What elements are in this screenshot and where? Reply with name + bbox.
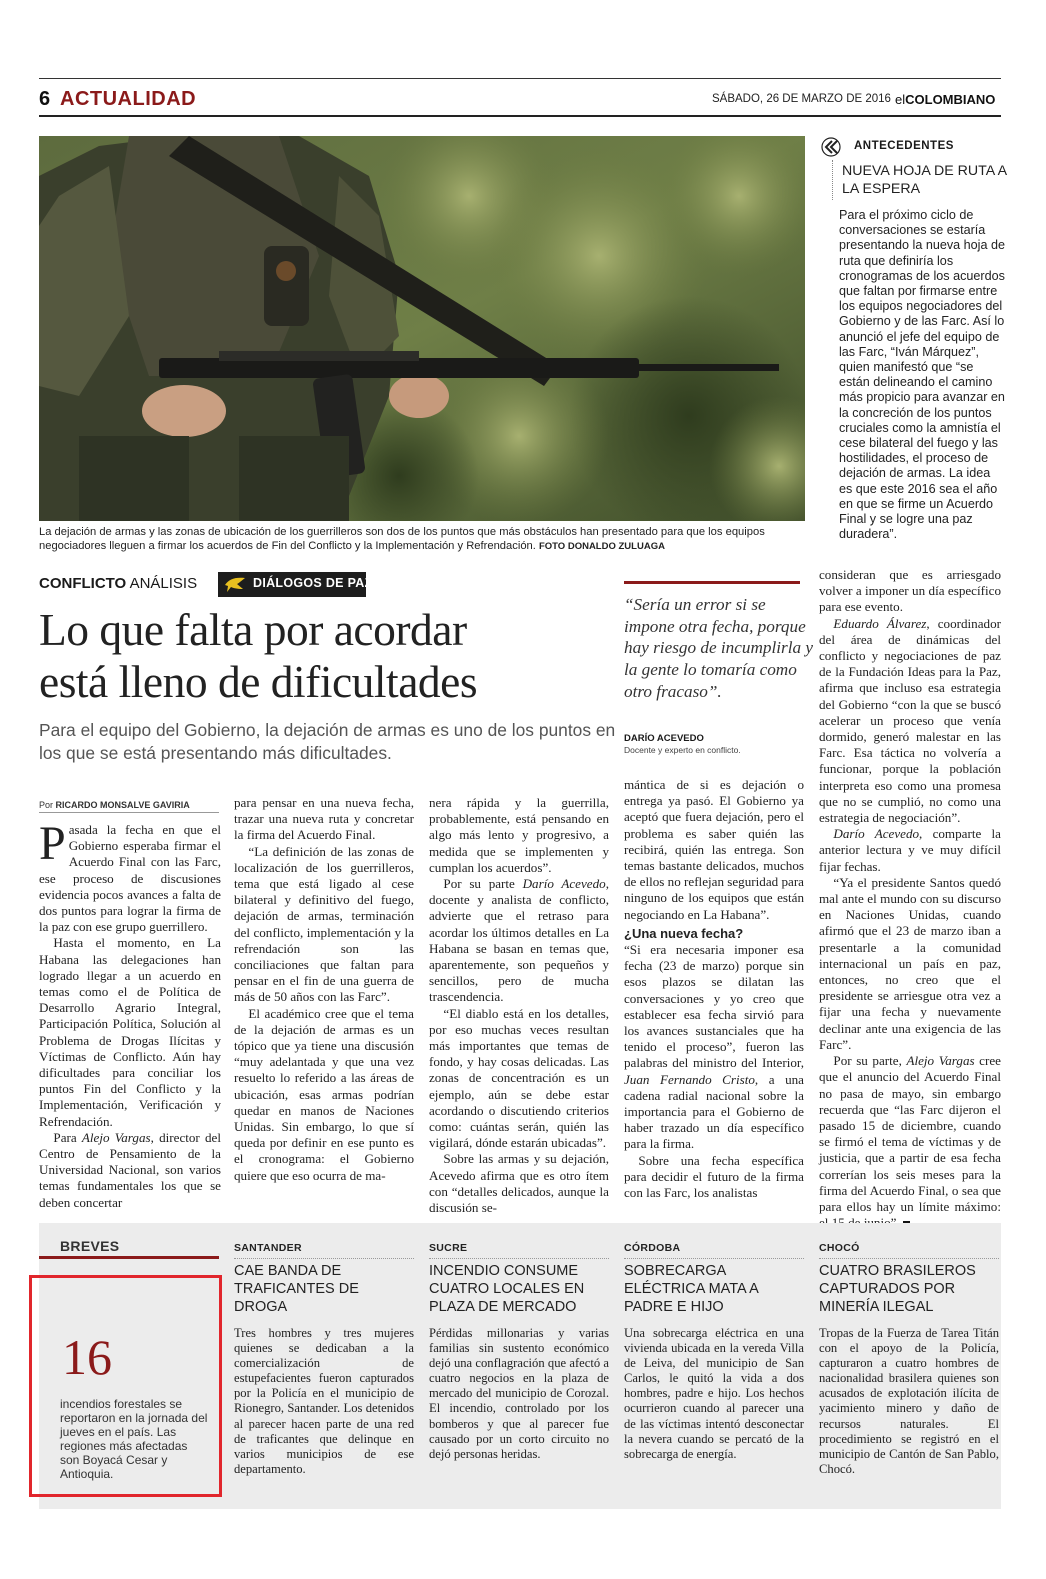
paragraph: consideran que es arriesgado volver a imponer un día específico para ese evento. [819, 567, 1001, 615]
briefs-rule [39, 1256, 219, 1259]
paragraph: “Ya el presidente Santos quedó mal ante el mundo con su discurso en Naciones Unidas, cuando afirmó que el 23 de marzo iban a presentarle a la comunidad internacional un país en paz, entonces, no creo que el presidente se arriesgue otra vez a fijar una fecha y nuevamente declinar ante una exigencia de las Farc”. [819, 874, 1001, 1052]
paragraph [819, 1053, 1001, 1231]
paragraph-text: , director del Centro de Pensamiento de la Universidad Nacional, son varios temas fundamentales los que se deben concertar [39, 1129, 221, 1210]
paragraph [819, 616, 1001, 827]
paragraph-text: , coordinador del área de dinámicas del conflicto y negociaciones de paz de la Fundación Ideas para la Paz, afirma que incluso esa estrategia del Gobierno “con la que se buscó acelerar un proceso que venía dormido, generó malestar en las Farc. Esa táctica no volvería a funcionar, porque la población interpreta eso como una promesa que no se cumplió, no como una estrategia de negociación”. [819, 615, 1001, 826]
brief-region: CHOCÓ [819, 1242, 860, 1254]
paragraph-text: Por su parte, [833, 1053, 907, 1069]
paragraph-text: asada la fecha en que el Gobierno esperaba firmar el Acuerdo Final con las Farc, ese proceso de discusiones evidencia pocos avances a falta de dos puntos para lograr la firma de la paz con ese grupo guerrillero. [39, 822, 221, 935]
byline-author: RICARDO MONSALVE GAVIRIA [55, 800, 190, 810]
sidebar-label: ANTECEDENTES [854, 140, 954, 152]
article-headline [39, 604, 629, 708]
issue-date: SÁBADO, 26 DE MARZO DE 2016 [712, 93, 891, 105]
paragraph: “El diablo está en los detalles, por eso muchas veces resultan más importantes que temas de fondo, y hay cosas delicadas. Las zonas de concentración es un ejemplo, aún se debe estar acordando o discutiendo criterios como: cuántas serán, quién las vigilará, dónde estarán ubicadas”. [429, 1005, 609, 1151]
section-name: ACTUALIDAD [60, 88, 197, 110]
header-rule [39, 115, 1001, 117]
paragraph [819, 826, 1001, 875]
sidebar-title: NUEVA HOJA DE RUTA A LA ESPERA [842, 163, 1007, 197]
paragraph-text: Para [53, 1129, 82, 1145]
paragraph [624, 942, 804, 1153]
paragraph-text: cree que el anuncio del Acuerdo Final no pasa de mayo, sin embargo recuerda que “las Farc dijeron el pasado 15 de diciembre, cuando se firmó el tema de víctimas y de justicia, que a partir de esa fecha correrían los seis meses para la firma del Acuerdo Final, o sea que para ellos hay un límite máximo: [819, 1053, 1001, 1214]
brief-region: CÓRDOBA [624, 1242, 681, 1254]
page-number: 6 [39, 88, 51, 110]
brief-body: Una sobrecarga eléctrica en una vivienda ubicada en la vereda Villa de Leiva, del municipio de San Carlos, le quitó la vida a dos hombres, padre e hijo. Los hechos ocurrieron cuando al parecer una de las víctimas intentó desconectar la nevera cuando se percató de la sobrecarga de energía. [624, 1326, 804, 1461]
person-name: Eduardo Álvarez [833, 615, 927, 631]
person-name: Alejo Vargas [906, 1053, 975, 1069]
lead-photo [39, 136, 805, 521]
brief-divider [234, 1258, 414, 1259]
brand-name: COLOMBIANO [905, 92, 996, 107]
stat-description: incendios forestales se reportaron en la jornada del jueves en el país. Las regiones más afectadas son Boyacá Cesar y Antioquia. [60, 1397, 208, 1481]
quote-author: DARÍO ACEVEDO [624, 733, 704, 744]
brief-region: SANTANDER [234, 1242, 302, 1254]
paragraph: “La definición de las zonas de localización de los guerrilleros, tema que está ligado al cese bilateral y definitivo del fuego, dejación de armas, terminación del conflicto, implementación y la refrendación son las conciliaciones que faltan para pensar en el fin de una guerra de más de 50 años con las Farc”. [234, 843, 414, 1005]
headline-line-1: Lo que falta por acordar [39, 604, 467, 655]
brief-title: SOBRECARGA ELÉCTRICA MATA A PADRE E HIJO [624, 1263, 759, 1315]
double-chevron-left-icon [820, 137, 844, 157]
quote-rule [624, 581, 800, 584]
brief-body: Pérdidas millonarias y varias familias sin sustento económico dejó una conflagración que afectó a cuatro negocios en la plaza de mercado del municipio de Corozal. El incendio, controlado por los bomberos y que al parecer fue causado por un corto circuito no dejó personas heridas. [429, 1326, 609, 1461]
brief-body: Tropas de la Fuerza de Tarea Titán con el apoyo de la Policía, capturaron a cuatro hombres de nacionalidad brasilera quienes son acusados de explotación ilícita de yacimiento minero y daño de recursos naturales. El procedimiento se registró en el municipio de Cantón de San Pablo, Chocó. [819, 1326, 999, 1476]
briefs-label: BREVES [60, 1238, 120, 1254]
paragraph-text: Por su parte [443, 876, 523, 892]
drop-cap: P [39, 817, 66, 870]
kicker-topic: CONFLICTO [39, 575, 127, 592]
paragraph: para pensar en una nueva fecha, trazar una nueva ruta y concretar la firma del Acuerdo Final. [234, 795, 414, 843]
paragraph [429, 876, 609, 1006]
kicker-type: ANÁLISIS [129, 575, 198, 592]
top-rule [39, 78, 1001, 79]
paragraph: Sobre las armas y su dejación, Acevedo afirma que es otro ítem con “detalles delicados, aunque la discusión se- [429, 1151, 609, 1216]
dove-icon [223, 575, 247, 594]
brief-divider [429, 1258, 609, 1259]
paragraph [39, 1130, 221, 1211]
newspaper-brand [895, 92, 995, 107]
person-name: Juan Fernando Cristo [624, 1071, 755, 1087]
photo-credit: FOTO DONALDO ZULUAGA [538, 541, 665, 552]
stat-number: 16 [62, 1329, 112, 1385]
brief-body: Tres hombres y tres mujeres quienes se dedicaban a la comercialización de estupefacientes fueron capturados por la Policía en el municipio de Rionegro, Santander. Los detenidos al parecer hacen parte de una red de traficantes que delinque en varios municipios de ese departamento. [234, 1326, 414, 1476]
caption-text: La dejación de armas y las zonas de ubicación de los guerrilleros son dos de los puntos que más obstáculos han presentado para que los equipos negociadores lleguen a firmar los acuerdos de Fin del Conflicto y la Implementación y Refrendación. [39, 526, 765, 552]
paragraph-text: “Si era necesaria imponer esa fecha (23 de marzo) porque sin esos plazos se dilatan las conversaciones y yo creo que establecer esa fecha sirvió para los avances sustanciales que ha tenido el proceso”, fueron las palabras del ministro del Interior, [624, 942, 804, 1071]
brief-region: SUCRE [429, 1242, 468, 1254]
sidebar-dotted-rule [832, 160, 833, 200]
article-subhead: ¿Una nueva fecha? [624, 925, 744, 941]
brief-title: INCENDIO CONSUME CUATRO LOCALES EN PLAZA DE MERCADO [429, 1263, 585, 1315]
sidebar-body: Para el próximo ciclo de conversaciones se estaría presentando la nueva hoja de ruta que definiría los cronogramas de los acuerdos que faltan por firmarse entre los equipos negociadores del Gobierno y de las Farc. Así lo anunció el jefe del equipo de las Farc, “Iván Márquez”, quien manifestó que “se están delineando el camino más propicio para avanzar en la concreción de los puntos cruciales como la amnistía el cese bilateral del fuego y las hostilidades, el proceso de dejación de armas. La idea es que este 2016 sea el año en que se firme un Acuerdo Final y se logre una paz duradera”. [839, 208, 1005, 542]
brief-title: CUATRO BRASILEROS CAPTURADOS POR MINERÍA ILEGAL [819, 1263, 976, 1315]
paragraph-text: , docente y analista de conflicto, advierte que el retraso para acordar los últimos detalles en La Habana se basan en temas que, aparentemente, son pequeños y sencillos, pero de mucha trascendencia. [429, 876, 609, 1005]
byline [39, 800, 190, 810]
brand-prefix: el [895, 92, 906, 107]
headline-line-2: está lleno de dificultades [39, 656, 478, 707]
article-column-1 [39, 817, 221, 1211]
photo-caption [39, 525, 809, 554]
paragraph: Sobre una fecha específica para decidir el futuro de la firma con las Farc, los analistas [624, 1152, 804, 1201]
paragraph: El académico cree que el tema de la dejación de armas es un tópico que ya tiene una discusión “muy adelantada y que una vez resuelto lo referido a las áreas de ubicación, esas armas podrían quedar en manos de Naciones Unidas. Sin embargo, lo que sí queda por definir en ese punto es el cronograma: el Gobierno quiere que eso ocurra de ma- [234, 1005, 414, 1183]
brief-divider [624, 1258, 804, 1259]
article-column-5 [819, 567, 1001, 1231]
quote-author-role: Docente y experto en conflicto. [624, 745, 741, 755]
paragraph: Hasta el momento, en La Habana las delegaciones han logrado llegar a un acuerdo en temas como el de Política de Desarrollo Agrario Integral, Participación Política, Solución al Problema de Drogas Ilícitas y Víctimas de Conflicto. Aún hay dificultades para conciliar los puntos Fin del Conflicto y la Implementación, Verificación y Refrendación. [39, 935, 221, 1129]
paragraph: mántica de si es dejación o entrega ya pasó. El Gobierno ya aceptó que fuera dejación, pero el problema es saber quién las recibirá, quién las entrega. Son temas bastante delicados, muchos de ellos no reflejan seguridad para ninguno de los equipos que están negociando en La Habana”. [624, 777, 804, 922]
brief-divider [819, 1258, 999, 1259]
brief-title: CAE BANDA DE TRAFICANTES DE DROGA [234, 1263, 359, 1315]
person-name: Alejo Vargas [81, 1129, 151, 1145]
article-column-2 [234, 795, 414, 1184]
paragraph-text: , comparte la anterior lectura y ve muy difícil fijar fechas. [819, 826, 1001, 874]
byline-rule [39, 812, 219, 813]
person-name: Darío Acevedo [833, 826, 920, 842]
article-deck: Para el equipo del Gobierno, la dejación de armas es uno de los puntos en los que se está presentando más dificultades. [39, 720, 616, 763]
article-column-4 [624, 777, 804, 1201]
paragraph [39, 817, 221, 935]
byline-prefix: Por [39, 800, 54, 810]
guerrilla-with-rifle-image [39, 136, 805, 521]
article-column-3 [429, 795, 609, 1216]
series-badge-label: DIÁLOGOS DE PAZ [253, 576, 373, 590]
person-name: Darío Acevedo [522, 876, 606, 892]
paragraph: nera rápida y la guerrilla, probablemente, está pensando en algo más lento y progresivo, a medida que se implementen y cumplan los acuerdos”. [429, 795, 609, 875]
article-kicker [39, 575, 197, 592]
paragraph-text: , a una cadena radial nacional sobre la importancia para el Gobierno de haber trazado un día específico para la firma. [624, 1071, 804, 1152]
pull-quote: “Sería un error si se impone otra fecha, porque hay riesgo de incumplirla y la gente lo tomaría como otro fracaso”. [624, 595, 814, 701]
